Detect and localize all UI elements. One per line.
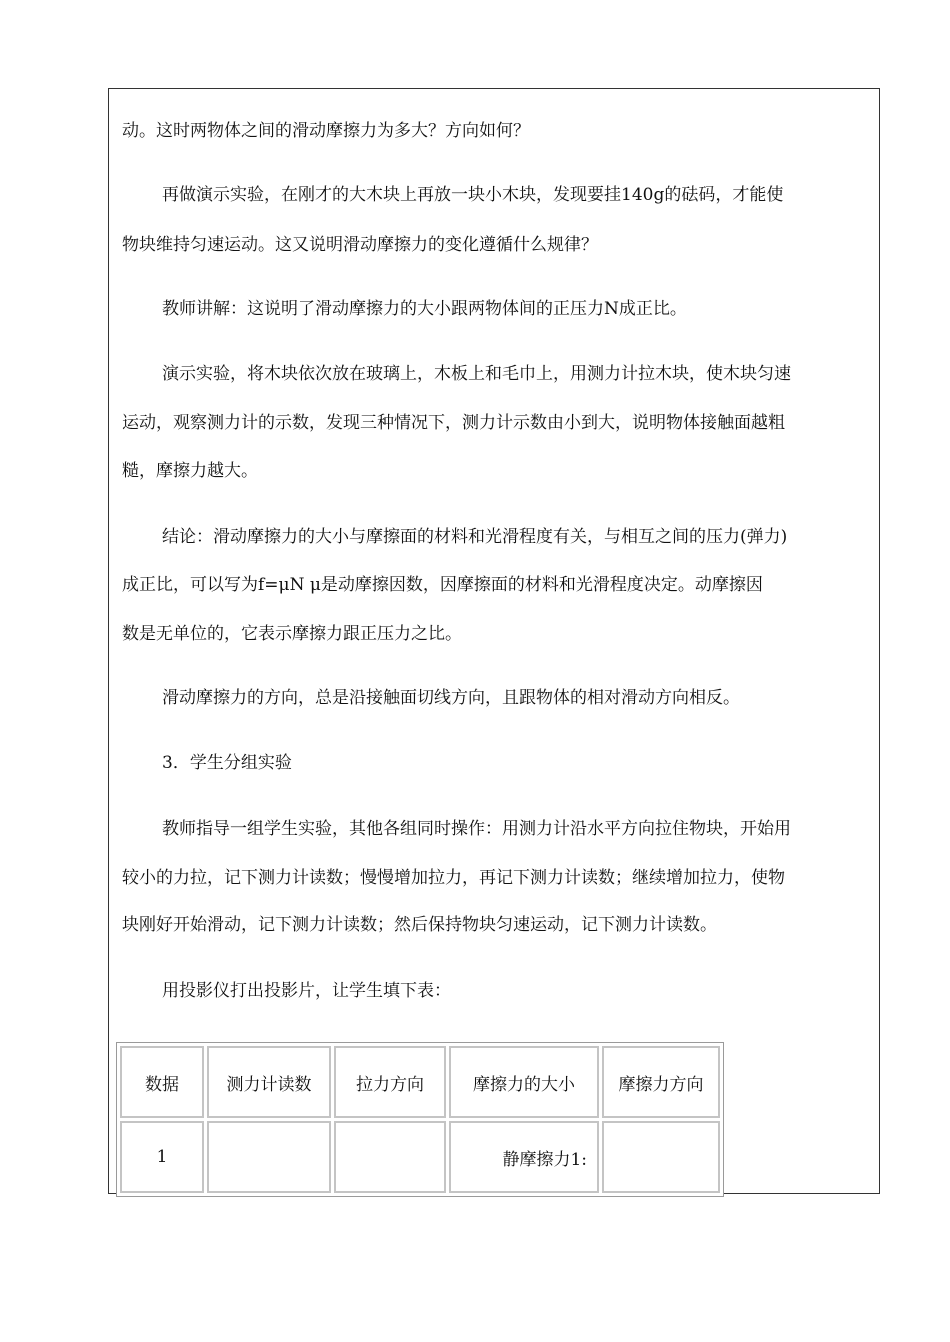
paragraph-line: 教师指导一组学生实验，其他各组同时操作：用测力计沿水平方向拉住物块，开始用 [162,819,791,839]
paragraph-line: 滑动摩擦力的方向，总是沿接触面切线方向，且跟物体的相对滑动方向相反。 [162,688,740,708]
paragraph-line: 较小的力拉，记下测力计读数；慢慢增加拉力，再记下测力计读数；继续增加拉力，使物 [122,868,785,888]
table-header-cell: 摩擦力方向 [602,1046,720,1118]
table-header-cell: 数据 [120,1046,204,1118]
table-cell: 静摩擦力1: [449,1121,599,1193]
table-header-row [120,1046,720,1118]
table-header-cell: 测力计读数 [207,1046,331,1118]
table-cell [207,1121,331,1193]
table-row [120,1121,720,1193]
paragraph-line: 结论：滑动摩擦力的大小与摩擦面的材料和光滑程度有关，与相互之间的压力(弹力) [162,527,788,547]
table-header-cell: 摩擦力的大小 [449,1046,599,1118]
paragraph-line: 块刚好开始滑动，记下测力计读数；然后保持物块匀速运动，记下测力计读数。 [122,915,717,935]
table-cell [602,1121,720,1193]
paragraph-line: 成正比，可以写为f=μN μ是动摩擦因数，因摩擦面的材料和光滑程度决定。动摩擦因 [122,575,763,595]
paragraph-line: 数是无单位的，它表示摩擦力跟正压力之比。 [122,624,462,644]
table-cell [334,1121,446,1193]
paragraph-line: 用投影仪打出投影片，让学生填下表： [162,981,451,1001]
paragraph-line: 运动，观察测力计的示数，发现三种情况下，测力计示数由小到大，说明物体接触面越粗 [122,413,785,433]
table-cell: 1 [120,1121,204,1193]
table-header-cell: 拉力方向 [334,1046,446,1118]
paragraph-line: 动。这时两物体之间的滑动摩擦力为多大？方向如何？ [122,121,530,141]
paragraph-line: 再做演示实验，在刚才的大木块上再放一块小木块，发现要挂140g的砝码，才能使 [162,185,784,205]
paragraph-line: 教师讲解：这说明了滑动摩擦力的大小跟两物体间的正压力N成正比。 [162,299,687,319]
section-heading: 3．学生分组实验 [162,753,292,773]
data-table [116,1042,724,1197]
paragraph-line: 演示实验，将木块依次放在玻璃上，木板上和毛巾上，用测力计拉木块，使木块匀速 [162,364,791,384]
paragraph-line: 糙，摩擦力越大。 [122,461,258,481]
paragraph-line: 物块维持匀速运动。这又说明滑动摩擦力的变化遵循什么规律？ [122,235,598,255]
